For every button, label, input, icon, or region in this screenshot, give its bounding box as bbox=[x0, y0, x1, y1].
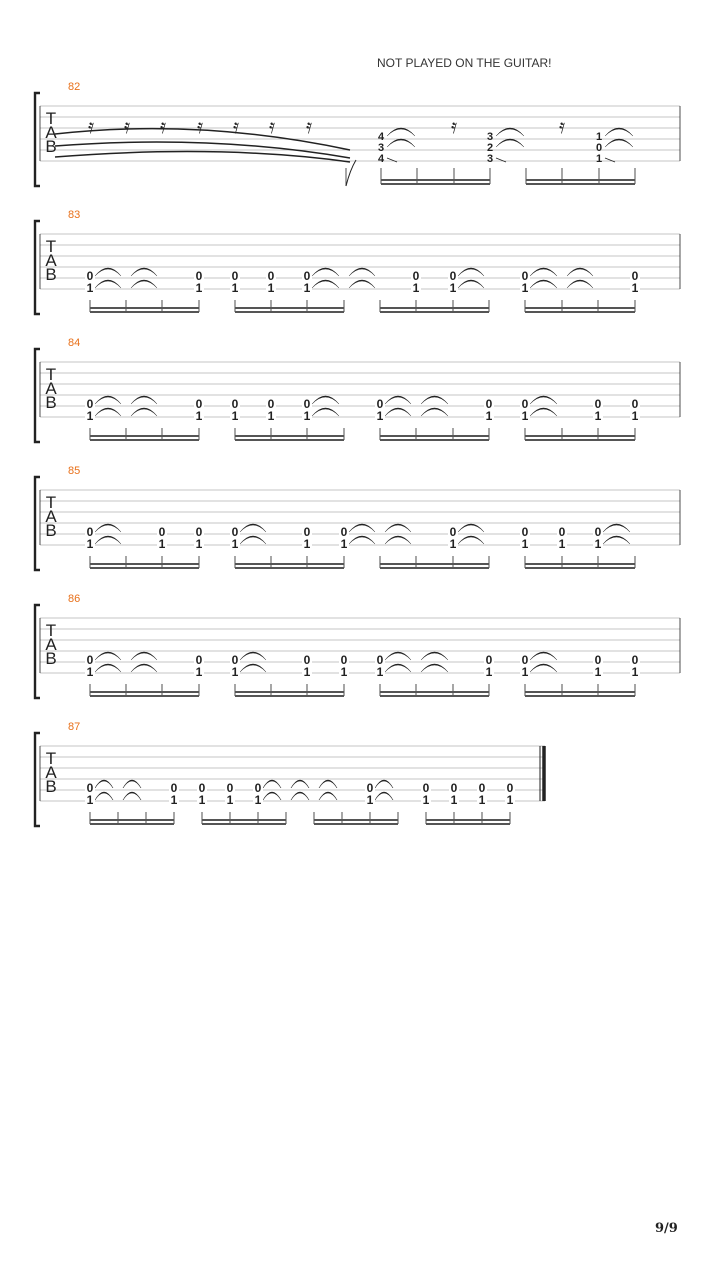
fret-number: 0 bbox=[521, 269, 529, 283]
sixteenth-rest: 𝄿 bbox=[450, 116, 458, 138]
tab-clef-b: B bbox=[45, 777, 57, 796]
beam bbox=[426, 819, 510, 821]
fret-number: 0 bbox=[485, 397, 493, 411]
tie bbox=[349, 536, 375, 544]
fret-number: 0 bbox=[303, 269, 311, 283]
beam bbox=[525, 695, 635, 697]
beam bbox=[235, 439, 344, 441]
measure-number: 83 bbox=[68, 209, 81, 221]
staff-bracket bbox=[35, 349, 40, 442]
fret-number: 3 bbox=[377, 142, 385, 154]
measure-83 bbox=[35, 209, 680, 314]
tie bbox=[131, 396, 157, 404]
beam bbox=[90, 307, 199, 309]
beam bbox=[525, 563, 635, 565]
tie bbox=[605, 139, 633, 147]
fret-number: 1 bbox=[195, 537, 203, 551]
fret-number: 0 bbox=[86, 269, 94, 283]
fret-number: 0 bbox=[412, 269, 420, 283]
fret-number: 0 bbox=[478, 781, 486, 795]
fret-number: 1 bbox=[86, 409, 94, 423]
tie bbox=[421, 396, 448, 404]
tie bbox=[421, 652, 448, 660]
beam bbox=[426, 823, 510, 825]
fret-number: 1 bbox=[195, 665, 203, 679]
fret-number: 0 bbox=[340, 653, 348, 667]
fret-number: 0 bbox=[376, 397, 384, 411]
tie bbox=[458, 280, 484, 288]
fret-number: 1 bbox=[198, 793, 206, 807]
tie bbox=[349, 268, 375, 276]
tab-clef-a: A bbox=[45, 123, 57, 142]
fret-number: 0 bbox=[86, 653, 94, 667]
tie bbox=[95, 280, 121, 288]
fret-number: 1 bbox=[376, 409, 384, 423]
beam bbox=[380, 563, 489, 565]
tie bbox=[319, 792, 337, 800]
tie bbox=[312, 408, 339, 416]
fret-number: 1 bbox=[170, 793, 178, 807]
tab-clef-t: T bbox=[45, 749, 57, 768]
fret-number: 1 bbox=[231, 281, 239, 295]
beam bbox=[90, 823, 174, 825]
fret-number: 0 bbox=[86, 397, 94, 411]
staff-bracket bbox=[35, 733, 40, 826]
beam bbox=[235, 435, 344, 437]
fret-number: 1 bbox=[267, 281, 275, 295]
fret-number: 0 bbox=[170, 781, 178, 795]
tie bbox=[496, 128, 524, 136]
sixteenth-rest: 𝄿 bbox=[268, 116, 276, 138]
fret-number: 1 bbox=[450, 793, 458, 807]
beam bbox=[380, 695, 489, 697]
fret-number: 0 bbox=[254, 781, 262, 795]
tie bbox=[131, 408, 157, 416]
tie bbox=[263, 780, 281, 788]
beam bbox=[380, 439, 489, 441]
fret-number: 1 bbox=[303, 281, 311, 295]
beam bbox=[526, 179, 635, 181]
beam bbox=[380, 311, 489, 313]
fret-number: 0 bbox=[231, 397, 239, 411]
tie bbox=[312, 280, 339, 288]
tie bbox=[385, 664, 411, 672]
tie bbox=[375, 792, 393, 800]
fret-number: 0 bbox=[485, 653, 493, 667]
tab-clef-t: T bbox=[45, 365, 57, 384]
tie bbox=[387, 139, 415, 147]
measure-number: 84 bbox=[68, 337, 81, 349]
fret-number: 1 bbox=[376, 665, 384, 679]
fret-number: 1 bbox=[158, 537, 166, 551]
beam bbox=[381, 183, 490, 185]
tab-clef-t: T bbox=[45, 109, 57, 128]
tie bbox=[312, 396, 339, 404]
fret-number: 0 bbox=[449, 269, 457, 283]
tab-clef-a: A bbox=[45, 507, 57, 526]
fret-number: 0 bbox=[631, 653, 639, 667]
fret-number: 1 bbox=[231, 409, 239, 423]
fret-number: 0 bbox=[86, 525, 94, 539]
fret-number: 3 bbox=[486, 131, 494, 143]
fret-number: 0 bbox=[422, 781, 430, 795]
fret-number: 3 bbox=[486, 153, 494, 165]
measure-85 bbox=[35, 465, 680, 570]
fret-number: 0 bbox=[594, 397, 602, 411]
tab-clef-b: B bbox=[45, 137, 57, 156]
beam bbox=[90, 567, 199, 569]
tie bbox=[458, 536, 484, 544]
fret-number: 0 bbox=[376, 653, 384, 667]
beam bbox=[525, 691, 635, 693]
beam bbox=[90, 819, 174, 821]
beam bbox=[525, 567, 635, 569]
fret-number: 1 bbox=[303, 665, 311, 679]
tab-clef-b: B bbox=[45, 649, 57, 668]
tie bbox=[240, 664, 266, 672]
fret-number: 1 bbox=[226, 793, 234, 807]
measure-number: 87 bbox=[68, 721, 81, 733]
fret-number: 1 bbox=[303, 537, 311, 551]
fret-number: 0 bbox=[595, 142, 603, 154]
measure-82 bbox=[35, 81, 680, 186]
tie bbox=[605, 128, 633, 136]
tie bbox=[385, 524, 411, 532]
sixteenth-rest: 𝄿 bbox=[196, 116, 204, 138]
tie bbox=[312, 268, 339, 276]
tie bbox=[131, 652, 157, 660]
measure-84 bbox=[35, 337, 680, 442]
fret-number: 1 bbox=[506, 793, 514, 807]
tie bbox=[240, 536, 266, 544]
sixteenth-rest: 𝄿 bbox=[123, 116, 131, 138]
fret-number: 0 bbox=[631, 397, 639, 411]
tie bbox=[385, 396, 411, 404]
beam bbox=[90, 435, 199, 437]
tie bbox=[387, 128, 415, 136]
beam bbox=[525, 311, 635, 313]
fret-number: 0 bbox=[558, 525, 566, 539]
tab-clef-t: T bbox=[45, 237, 57, 256]
fret-number: 0 bbox=[86, 781, 94, 795]
fret-number: 1 bbox=[594, 537, 602, 551]
tie bbox=[240, 524, 266, 532]
fret-number: 1 bbox=[631, 665, 639, 679]
beam bbox=[235, 691, 344, 693]
measure-number: 86 bbox=[68, 593, 81, 605]
tie bbox=[123, 792, 141, 800]
tie bbox=[95, 408, 121, 416]
header-note: NOT PLAYED ON THE GUITAR! bbox=[377, 56, 552, 70]
fret-number: 1 bbox=[195, 281, 203, 295]
fret-number: 0 bbox=[158, 525, 166, 539]
fret-number: 1 bbox=[521, 537, 529, 551]
fret-number: 1 bbox=[86, 281, 94, 295]
tie bbox=[567, 280, 593, 288]
beam bbox=[380, 691, 489, 693]
fret-number: 0 bbox=[195, 269, 203, 283]
tie bbox=[131, 664, 157, 672]
tie bbox=[349, 280, 375, 288]
tie bbox=[385, 536, 411, 544]
beam bbox=[525, 307, 635, 309]
sixteenth-rest: 𝄿 bbox=[232, 116, 240, 138]
tie bbox=[421, 664, 448, 672]
beam bbox=[380, 307, 489, 309]
tab-clef-b: B bbox=[45, 521, 57, 540]
fret-number: 0 bbox=[521, 397, 529, 411]
tie bbox=[349, 524, 375, 532]
beam bbox=[525, 435, 635, 437]
flag bbox=[346, 160, 356, 186]
measure-87 bbox=[35, 721, 545, 826]
fret-number: 2 bbox=[486, 142, 494, 154]
fret-number: 0 bbox=[303, 653, 311, 667]
measure-number: 85 bbox=[68, 465, 81, 477]
tie bbox=[385, 652, 411, 660]
beam bbox=[202, 823, 286, 825]
beam bbox=[525, 439, 635, 441]
fret-number: 1 bbox=[485, 665, 493, 679]
fret-number: 1 bbox=[521, 665, 529, 679]
fret-number: 0 bbox=[198, 781, 206, 795]
fret-number: 1 bbox=[521, 409, 529, 423]
tie bbox=[458, 524, 484, 532]
fret-number: 0 bbox=[267, 397, 275, 411]
fret-number: 1 bbox=[449, 281, 457, 295]
fret-number: 1 bbox=[558, 537, 566, 551]
fret-number: 4 bbox=[377, 131, 385, 143]
tie bbox=[95, 524, 121, 532]
fret-number: 1 bbox=[595, 153, 603, 165]
tie bbox=[95, 268, 121, 276]
fret-number: 1 bbox=[485, 409, 493, 423]
tie bbox=[95, 652, 121, 660]
fret-number: 1 bbox=[303, 409, 311, 423]
tie bbox=[95, 396, 121, 404]
tab-clef-a: A bbox=[45, 763, 57, 782]
page-number: 9/9 bbox=[655, 1221, 678, 1236]
tie bbox=[530, 396, 557, 404]
beam bbox=[202, 819, 286, 821]
fret-number: 0 bbox=[594, 653, 602, 667]
fret-number: 0 bbox=[449, 525, 457, 539]
beam bbox=[235, 567, 344, 569]
fret-number: 0 bbox=[195, 653, 203, 667]
tie bbox=[530, 280, 557, 288]
fret-number: 0 bbox=[631, 269, 639, 283]
beam bbox=[235, 695, 344, 697]
tie bbox=[385, 408, 411, 416]
fret-number: 1 bbox=[267, 409, 275, 423]
sixteenth-rest: 𝄿 bbox=[558, 116, 566, 138]
beam bbox=[90, 563, 199, 565]
tab-clef-b: B bbox=[45, 393, 57, 412]
fret-number: 1 bbox=[521, 281, 529, 295]
tie bbox=[458, 268, 484, 276]
fret-number: 1 bbox=[631, 281, 639, 295]
tie bbox=[530, 652, 557, 660]
beam bbox=[90, 311, 199, 313]
fret-number: 1 bbox=[422, 793, 430, 807]
fret-number: 0 bbox=[303, 525, 311, 539]
tab-clef-t: T bbox=[45, 621, 57, 640]
beam bbox=[90, 439, 199, 441]
staff-bracket bbox=[35, 477, 40, 570]
fret-number: 1 bbox=[449, 537, 457, 551]
beam bbox=[381, 179, 490, 181]
fret-number: 1 bbox=[195, 409, 203, 423]
tie bbox=[530, 268, 557, 276]
beam bbox=[380, 567, 489, 569]
measure-number: 82 bbox=[68, 81, 81, 93]
slur bbox=[55, 152, 350, 162]
staff-bracket bbox=[35, 221, 40, 314]
fret-number: 0 bbox=[231, 653, 239, 667]
fret-number: 0 bbox=[366, 781, 374, 795]
staff-bracket bbox=[35, 93, 40, 186]
tab-clef-a: A bbox=[45, 379, 57, 398]
fret-number: 1 bbox=[594, 409, 602, 423]
beam bbox=[314, 823, 398, 825]
fret-number: 0 bbox=[521, 653, 529, 667]
tie bbox=[603, 524, 630, 532]
tie bbox=[131, 268, 157, 276]
fret-number: 1 bbox=[86, 537, 94, 551]
fret-number: 0 bbox=[450, 781, 458, 795]
measure-86 bbox=[35, 593, 680, 698]
fret-number: 1 bbox=[340, 537, 348, 551]
sixteenth-rest: 𝄿 bbox=[87, 116, 95, 138]
tie bbox=[131, 280, 157, 288]
beam bbox=[526, 183, 635, 185]
fret-number: 0 bbox=[226, 781, 234, 795]
tab-clef-t: T bbox=[45, 493, 57, 512]
beam bbox=[380, 435, 489, 437]
tie bbox=[319, 780, 337, 788]
fret-number: 0 bbox=[231, 525, 239, 539]
tie bbox=[567, 268, 593, 276]
tab-clef-b: B bbox=[45, 265, 57, 284]
tie bbox=[375, 780, 393, 788]
sixteenth-rest: 𝄿 bbox=[305, 116, 313, 138]
tab-clef-a: A bbox=[45, 251, 57, 270]
fret-number: 0 bbox=[195, 397, 203, 411]
fret-number: 0 bbox=[594, 525, 602, 539]
fret-number: 4 bbox=[377, 153, 385, 165]
fret-number: 1 bbox=[86, 665, 94, 679]
fret-number: 0 bbox=[303, 397, 311, 411]
beam bbox=[235, 311, 344, 313]
beam bbox=[90, 695, 199, 697]
tie bbox=[240, 652, 266, 660]
tie bbox=[95, 664, 121, 672]
fret-number: 0 bbox=[267, 269, 275, 283]
tie bbox=[291, 792, 309, 800]
beam bbox=[235, 563, 344, 565]
sixteenth-rest: 𝄿 bbox=[159, 116, 167, 138]
tab-clef-a: A bbox=[45, 635, 57, 654]
fret-number: 0 bbox=[195, 525, 203, 539]
fret-number: 1 bbox=[594, 665, 602, 679]
beam bbox=[235, 307, 344, 309]
fret-number: 1 bbox=[231, 537, 239, 551]
tie bbox=[530, 408, 557, 416]
tie bbox=[95, 536, 121, 544]
beam bbox=[314, 819, 398, 821]
tie bbox=[263, 792, 281, 800]
fret-number: 1 bbox=[340, 665, 348, 679]
fret-number: 0 bbox=[521, 525, 529, 539]
tie bbox=[95, 780, 113, 788]
fret-number: 0 bbox=[340, 525, 348, 539]
fret-number: 1 bbox=[412, 281, 420, 295]
fret-number: 1 bbox=[631, 409, 639, 423]
fret-number: 1 bbox=[595, 131, 603, 143]
fret-number: 1 bbox=[86, 793, 94, 807]
fret-number: 1 bbox=[231, 665, 239, 679]
tie bbox=[496, 139, 524, 147]
fret-number: 1 bbox=[478, 793, 486, 807]
tie bbox=[530, 664, 557, 672]
fret-number: 1 bbox=[254, 793, 262, 807]
fret-number: 0 bbox=[506, 781, 514, 795]
fret-number: 1 bbox=[366, 793, 374, 807]
fret-number: 0 bbox=[231, 269, 239, 283]
staff-bracket bbox=[35, 605, 40, 698]
beam bbox=[90, 691, 199, 693]
tie bbox=[123, 780, 141, 788]
tie bbox=[421, 408, 448, 416]
tie bbox=[95, 792, 113, 800]
tie bbox=[603, 536, 630, 544]
tie bbox=[291, 780, 309, 788]
